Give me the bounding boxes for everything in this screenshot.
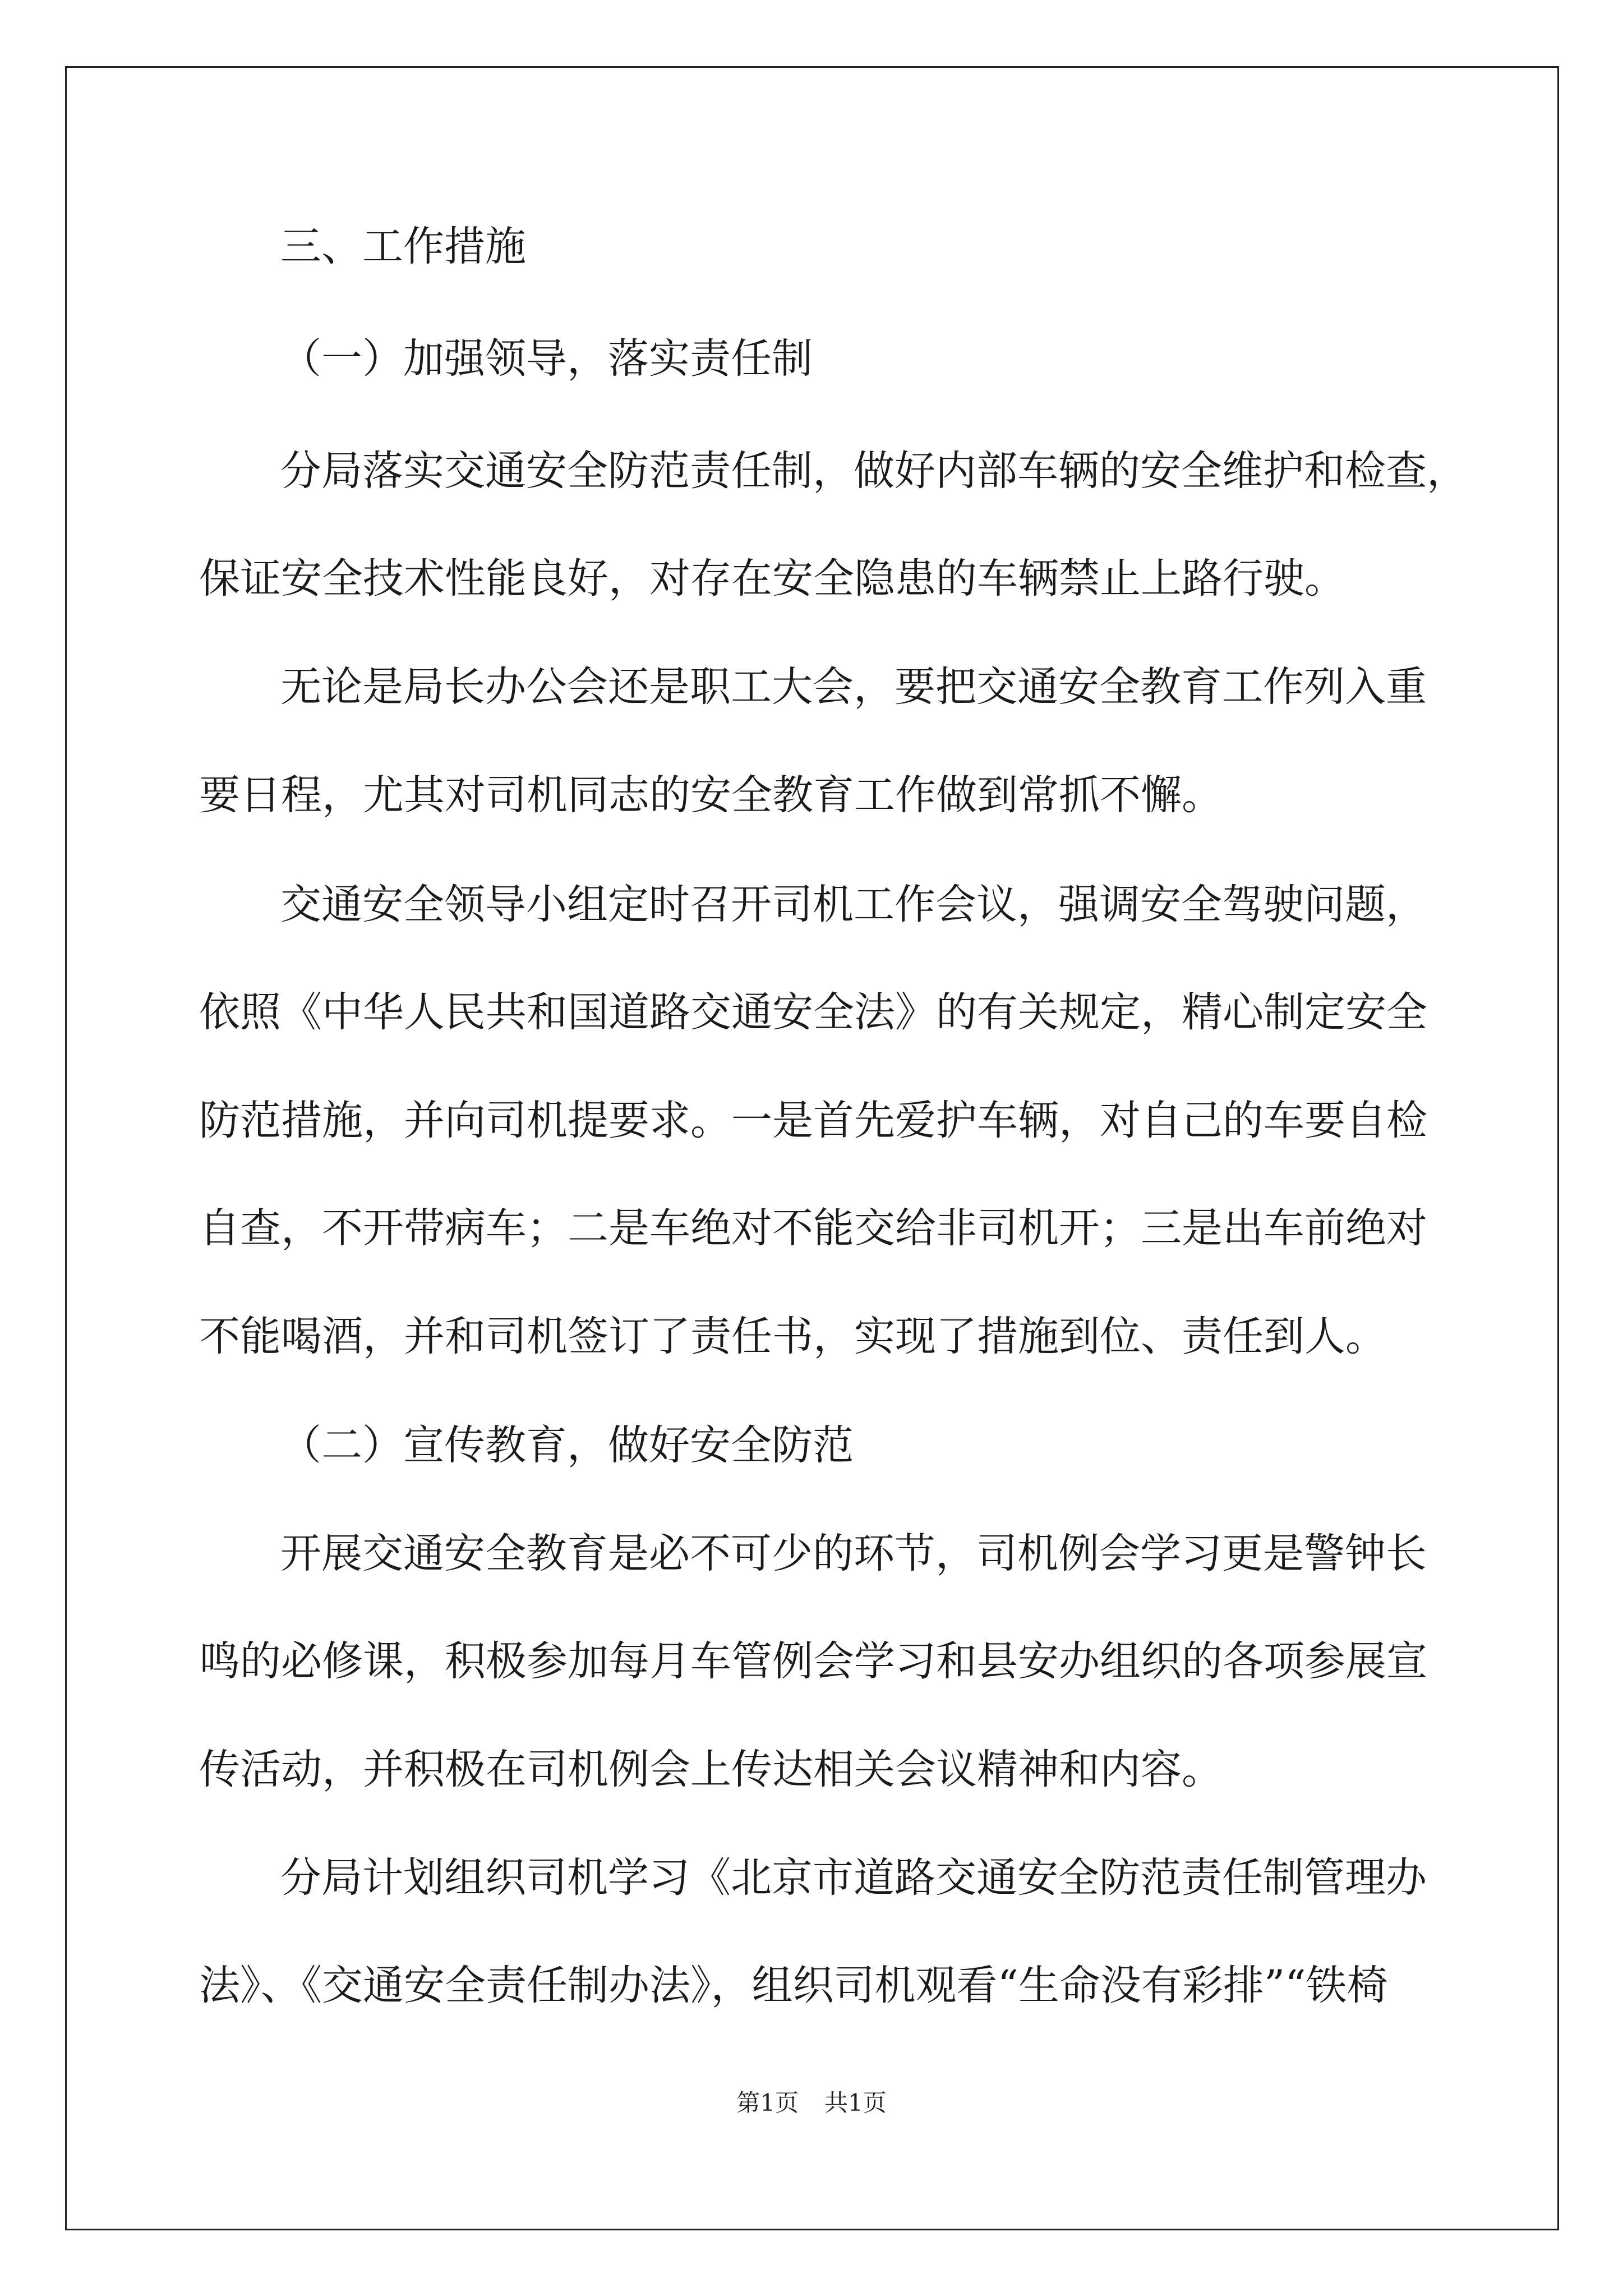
paragraph-line: 无论是局长办公会还是职工大会，要把交通安全教育工作列入重 xyxy=(280,663,1427,711)
paragraph-line: 分局计划组织司机学习《北京市道路交通安全防范责任制管理办 xyxy=(280,1854,1427,1902)
paragraph-line: 自查，不开带病车；二是车绝对不能交给非司机开；三是出车前绝对 xyxy=(199,1204,1427,1252)
subsection-heading: （二）宣传教育，做好安全防范 xyxy=(280,1421,854,1469)
paragraph-line: 不能喝酒，并和司机签订了责任书，实现了措施到位、责任到人。 xyxy=(199,1313,1386,1360)
paragraph-line: 保证安全技术性能良好，对存在安全隐患的车辆禁止上路行驶。 xyxy=(199,555,1345,602)
paragraph-line: 分局落实交通安全防范责任制，做好内部车辆的安全维护和检查， xyxy=(280,447,1468,495)
page-number: 第1页 xyxy=(736,2089,799,2116)
paragraph-line: 要日程，尤其对司机同志的安全教育工作做到常抓不懈。 xyxy=(199,771,1223,819)
paragraph-line: 鸣的必修课，积极参加每月车管例会学习和县安办组织的各项参展宣 xyxy=(199,1637,1427,1685)
paragraph-line: 开展交通安全教育是必不可少的环节，司机例会学习更是警钟长 xyxy=(280,1530,1427,1577)
paragraph-line: 传活动，并积极在司机例会上传达相关会议精神和内容。 xyxy=(199,1746,1223,1793)
page-footer xyxy=(0,2086,1623,2120)
paragraph-line: 防范措施，并向司机提要求。一是首先爱护车辆，对自己的车要自检 xyxy=(199,1097,1427,1144)
paragraph-line: 依照《中华人民共和国道路交通安全法》的有关规定，精心制定安全 xyxy=(199,988,1427,1036)
paragraph-line: 交通安全领导小组定时召开司机工作会议，强调安全驾驶问题， xyxy=(280,881,1427,928)
page-total: 共1页 xyxy=(824,2089,887,2116)
subsection-heading: （一）加强领导，落实责任制 xyxy=(280,335,813,383)
section-heading: 三、工作措施 xyxy=(280,223,526,270)
paragraph-line: 法》、《交通安全责任制办法》，组织司机观看“生命没有彩排”“铁椅 xyxy=(199,1962,1388,2009)
